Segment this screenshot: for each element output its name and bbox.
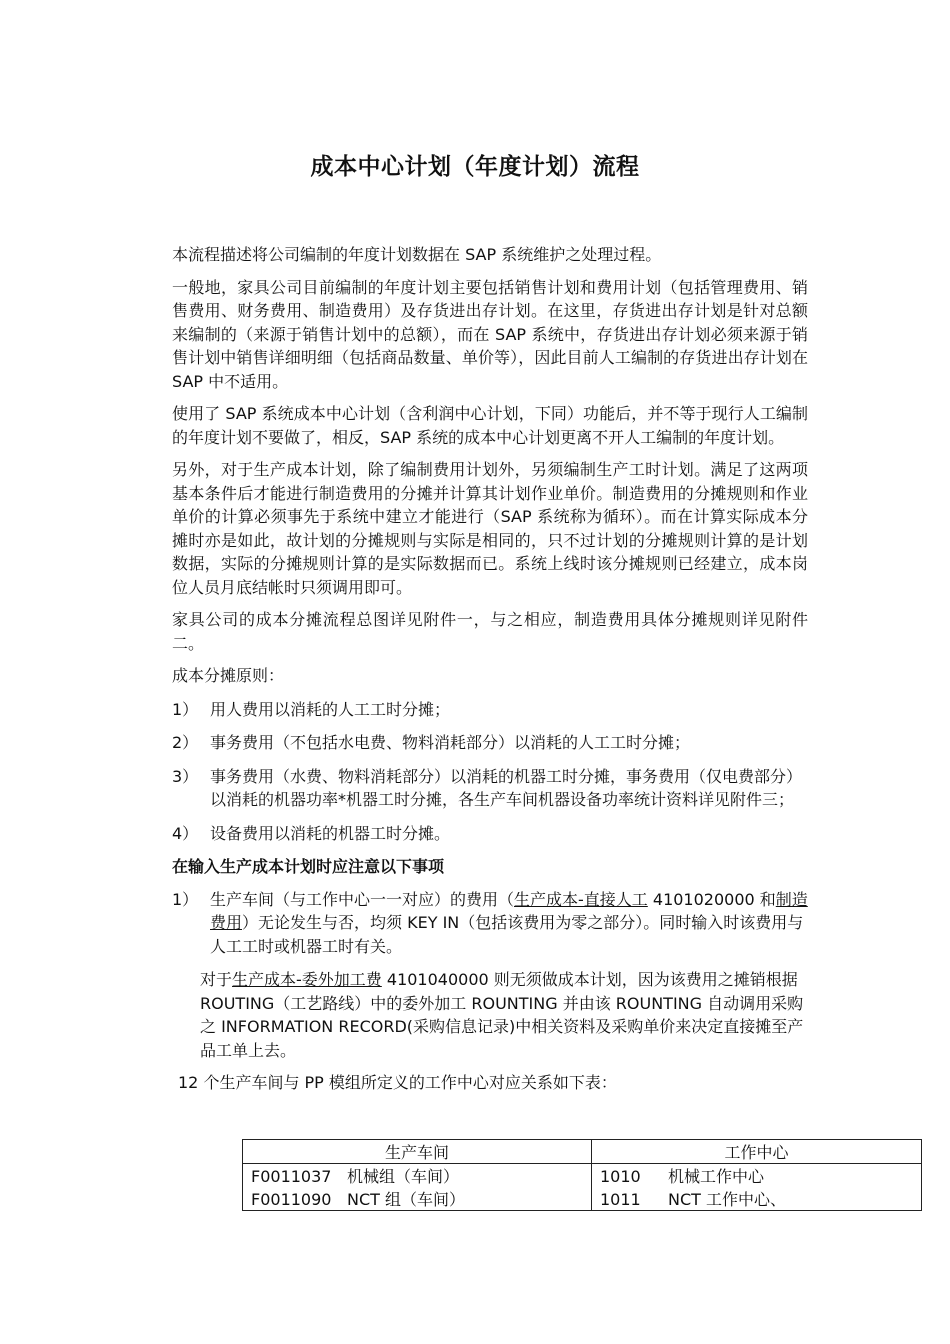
principle-item — [172, 822, 808, 846]
workcenter-table — [242, 1139, 922, 1211]
principle-item — [172, 698, 808, 722]
table-cell: 1010 机械工作中心 — [592, 1164, 922, 1188]
paragraph-annual-plan: 一般地，家具公司目前编制的年度计划主要包括销售计划和费用计划（包括管理费用、销售费用、财务费用、制造费用）及存货进出存计划。在这里，存货进出存计划是针对总额来编制的（来源于销售计划中的总额），而在 SAP 系统中，存货进出存计划必须来源于销售计划中销售详细明细（包括商品数量、单价等），因此目前人工编制的存货进出存计划在 SAP 中不适用。 — [172, 277, 808, 391]
table-cell: 1011 NCT 工作中心、 — [592, 1187, 922, 1211]
note-continuation: 对于生产成本-委外加工费 4101040000 则无须做成本计划，因为该费用之摊销根据 ROUTING（工艺路线）中的委外加工 ROUNTING 并由该 ROUNTING 自动调用采购之 INFORMATION RECORD(采购信息记录)中相关资料及采购单价来决定直接摊至产品工单上去。 — [200, 970, 804, 1060]
account-link-outsourcing: 生产成本-委外加工费 — [232, 970, 382, 989]
document-title: 成本中心计划（年度计划）流程 — [310, 154, 640, 180]
table-header: 生产车间 — [243, 1140, 592, 1164]
list-text: 设备费用以消耗的机器工时分摊。 — [210, 823, 451, 843]
notes-heading: 在输入生产成本计划时应注意以下事项 — [172, 857, 445, 876]
list-number: 2） — [172, 733, 199, 752]
note-text: 生产车间（与工作中心一一对应）的费用（生产成本-直接人工 4101020000 和制造费用）无论发生与否，均须 KEY IN（包括该费用为零之部分）。同时输入时该费用与人工工时或机器工时有关。 — [210, 889, 808, 956]
principle-item — [172, 731, 808, 755]
account-link-direct-labor: 生产成本-直接人工 — [514, 889, 648, 909]
paragraph-attachments: 家具公司的成本分摊流程总图详见附件一，与之相应，制造费用具体分摊规则详见附件二。 — [172, 610, 808, 653]
list-number: 1） — [172, 699, 199, 719]
note-item — [172, 888, 808, 959]
table-intro: 12 个生产车间与 PP 模组所定义的工作中心对应关系如下表： — [178, 1073, 617, 1092]
list-number: 4） — [172, 823, 199, 843]
document-body — [172, 243, 808, 1101]
table-header-row — [243, 1140, 922, 1164]
paragraph-principles-label: 成本分摊原则： — [172, 666, 285, 685]
table-header: 工作中心 — [592, 1140, 922, 1164]
list-text: 事务费用（水费、物料消耗部分）以消耗的机器工时分摊，事务费用（仅电费部分）以消耗的机器功率*机器工时分摊，各生产车间机器设备功率统计资料详见附件三； — [210, 766, 803, 809]
list-text: 用人费用以消耗的人工工时分摊； — [210, 699, 451, 719]
list-number: 3） — [172, 766, 199, 786]
table-cell: F0011090 NCT 组（车间） — [243, 1187, 592, 1211]
account-link-manufacturing: 制造费用 — [210, 889, 808, 932]
table-row — [243, 1187, 922, 1211]
table-cell: F0011037 机械组（车间） — [243, 1164, 592, 1188]
paragraph-production-cost: 另外，对于生产成本计划，除了编制费用计划外，另须编制生产工时计划。满足了这两项基本条件后才能进行制造费用的分摊并计算其计划作业单价。制造费用的分摊规则和作业单价的计算必须事先于系统中建立才能进行（SAP 系统称为循环）。而在计算实际成本分摊时亦是如此，故计划的分摊规则与实际是相同的，只不过计划的分摊规则计算的是计划数据，实际的分摊规则计算的是实际数据而已。系统上线时该分摊规则已经建立，成本岗位人员月底结帐时只须调用即可。 — [172, 460, 808, 597]
table-row — [243, 1164, 922, 1188]
list-number: 1） — [172, 889, 199, 909]
principle-item — [172, 765, 808, 812]
list-text: 事务费用（不包括水电费、物料消耗部分）以消耗的人工工时分摊； — [210, 733, 691, 752]
paragraph-intro: 本流程描述将公司编制的年度计划数据在 SAP 系统维护之处理过程。 — [172, 245, 662, 264]
paragraph-sap-usage: 使用了 SAP 系统成本中心计划（含利润中心计划，下同）功能后，并不等于现行人工编制的年度计划不要做了，相反，SAP 系统的成本中心计划更离不开人工编制的年度计划。 — [172, 404, 808, 447]
